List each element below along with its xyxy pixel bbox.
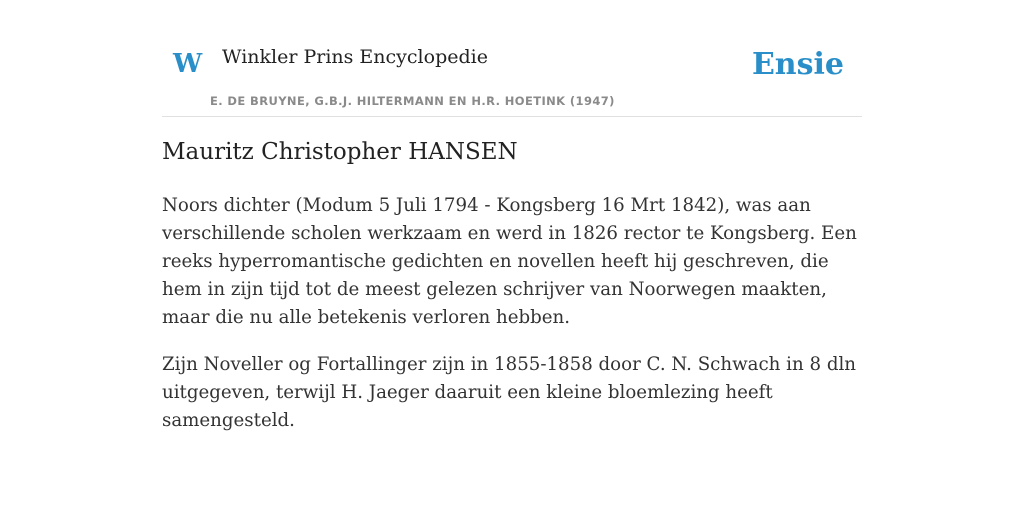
- page-container: [162, 0, 862, 431]
- article-title: Mauritz Christopher HANSEN: [162, 139, 518, 165]
- article-paragraph: Noors dichter (Modum 5 Juli 1794 - Kongsberg 16 Mrt 1842), was aan verschillende scholen werkzaam en werd in 1826 rector te Kongsberg. Een reeks hyperromantische gedichten en novellen heeft hij geschreven, die hem in zijn tijd tot de meest gelezen schrijver van Noorwegen maakten, maar die nu alle betekenis verloren hebben.: [162, 195, 857, 328]
- publication-authors: E. DE BRUYNE, G.B.J. HILTERMANN EN H.R. HOETINK (1947): [210, 94, 615, 108]
- publication-title[interactable]: Winkler Prins Encyclopedie: [222, 46, 488, 68]
- winkler-prins-logo[interactable]: W: [173, 49, 203, 79]
- ensie-brand-link[interactable]: Ensie: [751, 47, 844, 82]
- article-body: [162, 192, 868, 454]
- article-paragraph: Zijn Noveller og Fortallinger zijn in 1855-1858 door C. N. Schwach in 8 dln uitgegeven, terwijl H. Jaeger daaruit een kleine bloemlezing heeft samengesteld.: [162, 354, 856, 431]
- source-header: [162, 0, 862, 117]
